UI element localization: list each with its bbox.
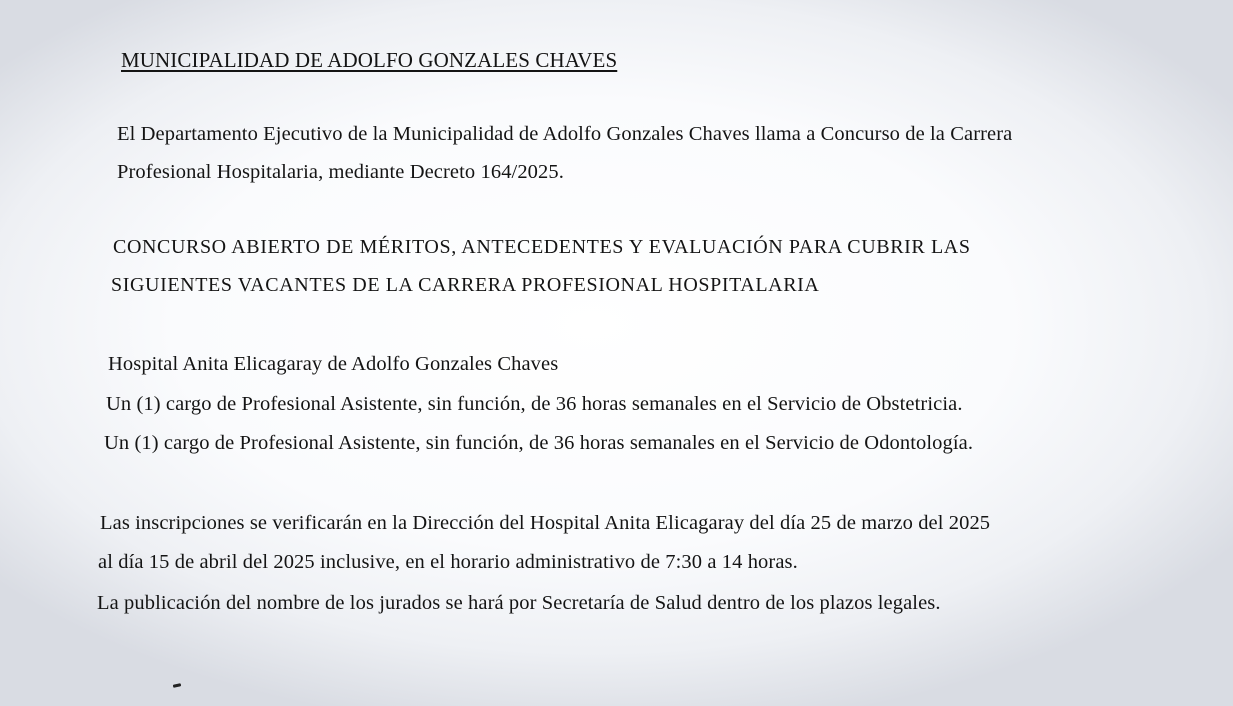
publication-notice: La publicación del nombre de los jurados se hará por Secretaría de Salud dentro de los plazos legales. [97, 592, 941, 614]
announcement-line-2: SIGUIENTES VACANTES DE LA CARRERA PROFESIONAL HOSPITALARIA [111, 274, 820, 296]
registration-line-2: al día 15 de abril del 2025 inclusive, en el horario administrativo de 7:30 a 14 horas. [98, 551, 798, 573]
registration-line-1: Las inscripciones se verificarán en la Dirección del Hospital Anita Elicagaray del día 25 de marzo del 2025 [100, 512, 991, 534]
position-obstetricia: Un (1) cargo de Profesional Asistente, sin función, de 36 horas semanales en el Servicio de Obstetricia. [106, 393, 963, 415]
stray-mark [173, 683, 181, 688]
announcement-line-1: CONCURSO ABIERTO DE MÉRITOS, ANTECEDENTES Y EVALUACIÓN PARA CUBRIR LAS [113, 236, 971, 258]
position-odontologia: Un (1) cargo de Profesional Asistente, sin función, de 36 horas semanales en el Servicio de Odontología. [104, 432, 974, 454]
intro-line-2: Profesional Hospitalaria, mediante Decreto 164/2025. [117, 161, 564, 183]
hospital-name: Hospital Anita Elicagaray de Adolfo Gonzales Chaves [108, 353, 559, 375]
document-heading: MUNICIPALIDAD DE ADOLFO GONZALES CHAVES [121, 48, 618, 72]
intro-line-1: El Departamento Ejecutivo de la Municipalidad de Adolfo Gonzales Chaves llama a Concurso de la Carrera [117, 123, 1013, 145]
